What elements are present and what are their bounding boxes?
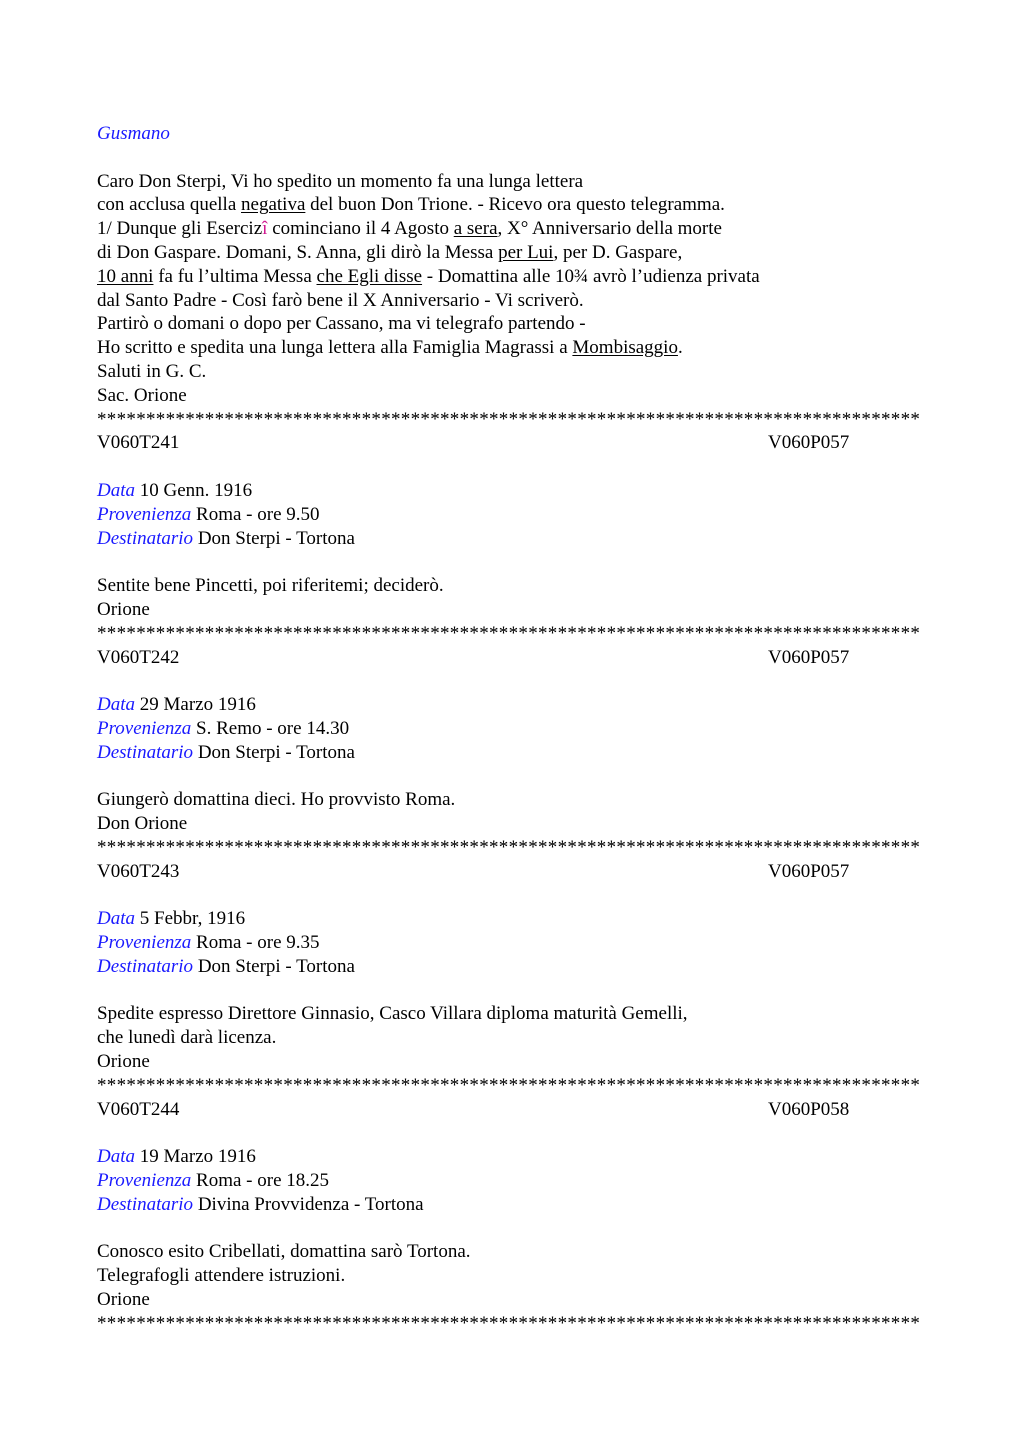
letter-line: 1/ Dunque gli Esercizî cominciano il 4 Agosto a sera, X° Anniversario della morte <box>97 218 722 240</box>
separator: ************************************************************************************ <box>97 836 921 858</box>
telegram-id: V060T241 <box>97 432 180 454</box>
date-field: Data 10 Genn. 1916 <box>97 479 253 501</box>
telegram-signature: Don Orione <box>97 813 188 835</box>
telegram-id-row <box>97 431 927 455</box>
date-field: Data 29 Marzo 1916 <box>97 694 256 716</box>
letter-line: con acclusa quella negativa del buon Don Trione. - Ricevo ora questo telegramma. <box>97 194 725 216</box>
telegram-text: Telegrafogli attendere istruzioni. <box>97 1265 346 1287</box>
telegram-id: V060T244 <box>97 1098 180 1120</box>
document-page <box>97 122 927 1336</box>
letter-line: di Don Gaspare. Domani, S. Anna, gli dirò la Messa per Lui, per D. Gaspare, <box>97 241 683 263</box>
page-ref: V060P057 <box>768 646 850 668</box>
telegram-entry <box>97 646 927 860</box>
recipient-field: Destinatario Don Sterpi - Tortona <box>97 741 355 763</box>
page-ref: V060P058 <box>768 1098 850 1120</box>
telegram-text: Conosco esito Cribellati, domattina sarò Tortona. <box>97 1241 471 1263</box>
telegram-text: Giungerò domattina dieci. Ho provvisto Roma. <box>97 789 456 811</box>
date-field: Data 19 Marzo 1916 <box>97 1146 256 1168</box>
letter-signature: Sac. Orione <box>97 384 187 406</box>
recipient-name: Gusmano <box>97 123 170 144</box>
telegram-text: Sentite bene Pincetti, poi riferitemi; deciderò. <box>97 575 444 597</box>
telegram-id: V060T242 <box>97 646 180 668</box>
origin-field: Provenienza Roma - ore 9.50 <box>97 503 320 525</box>
telegram-id-row <box>97 860 927 884</box>
letter-line: 10 anni fa fu l’ultima Messa che Egli disse - Domattina alle 10¾ avrò l’udienza privata <box>97 265 760 287</box>
telegram-id: V060T243 <box>97 860 180 882</box>
telegram-entry <box>97 431 927 645</box>
letter-body <box>97 170 927 408</box>
page-ref: V060P057 <box>768 860 850 882</box>
telegram-entry <box>97 860 927 1098</box>
separator: ************************************************************************************ <box>97 622 921 644</box>
date-field: Data 5 Febbr, 1916 <box>97 908 246 930</box>
letter-line: Saluti in G. C. <box>97 360 207 382</box>
separator: ************************************************************************************ <box>97 1312 921 1334</box>
recipient-field: Destinatario Don Sterpi - Tortona <box>97 955 355 977</box>
telegram-id-row <box>97 646 927 670</box>
recipient-field: Destinatario Divina Provvidenza - Tortona <box>97 1193 424 1215</box>
separator: ************************************************************************************ <box>97 408 921 430</box>
origin-field: Provenienza S. Remo - ore 14.30 <box>97 717 350 739</box>
origin-field: Provenienza Roma - ore 9.35 <box>97 932 320 954</box>
telegram-text: che lunedì darà licenza. <box>97 1027 277 1049</box>
telegram-signature: Orione <box>97 1051 150 1073</box>
letter-line: Ho scritto e spedita una lunga lettera alla Famiglia Magrassi a Mombisaggio. <box>97 337 683 359</box>
telegram-text: Spedite espresso Direttore Ginnasio, Casco Villara diploma maturità Gemelli, <box>97 1003 688 1025</box>
letter-line: Caro Don Sterpi, Vi ho spedito un momento fa una lunga lettera <box>97 170 584 192</box>
letter-line: Partirò o domani o dopo per Cassano, ma vi telegrafo partendo - <box>97 313 586 335</box>
separator: ************************************************************************************ <box>97 1074 921 1096</box>
telegram-entry <box>97 1098 927 1336</box>
telegram-id-row <box>97 1098 927 1122</box>
letter-line: dal Santo Padre - Così farò bene il X Anniversario - Vi scriverò. <box>97 289 584 311</box>
page-ref: V060P057 <box>768 432 850 454</box>
origin-field: Provenienza Roma - ore 18.25 <box>97 1170 330 1192</box>
telegram-signature: Orione <box>97 1289 150 1311</box>
telegram-signature: Orione <box>97 598 150 620</box>
recipient-field: Destinatario Don Sterpi - Tortona <box>97 527 355 549</box>
